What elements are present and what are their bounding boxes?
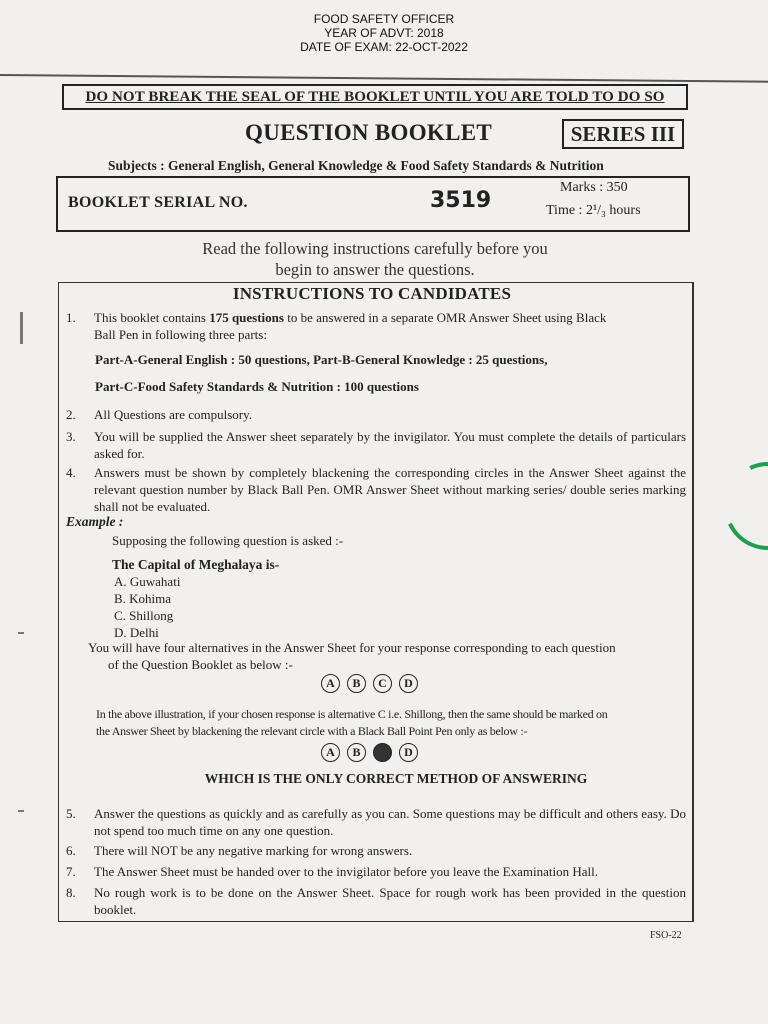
time-label: Time : 2¹/₃ hours (546, 203, 641, 218)
instructions-title: INSTRUCTIONS TO CANDIDATES (232, 284, 512, 303)
sample-option-a: A. Guwahati (114, 574, 181, 589)
header-exam-date: DATE OF EXAM: 22-OCT-2022 (300, 40, 468, 54)
bubble-c-filled (373, 743, 392, 762)
bubble-a: A (321, 743, 340, 762)
series-badge: SERIES III (562, 119, 684, 149)
part-a-b-line: Part-A-General English : 50 questions, Part-B-General Knowledge : 25 questions, (95, 352, 548, 367)
read-intro-line2: begin to answer the questions. (275, 260, 475, 279)
illustration-text (96, 706, 690, 740)
bubble-c: C (373, 674, 392, 693)
instruction-text: You will be supplied the Answer sheet separately by the invigilator. You must complete the details of particulars asked for. (94, 429, 686, 461)
instruction-text: No rough work is to be done on the Answer Sheet. Space for rough work has been provided in the question booklet. (94, 885, 686, 917)
instruction-text: Answers must be shown by completely blackening the corresponding circles in the Answer Sheet against the relevant question number by Black Ball Pen. OMR Answer Sheet without marking series/ double series marking shall not be evaluated. (94, 465, 686, 514)
illustration-line2: the Answer Sheet by blackening the relevant circle with a Black Ball Point Pen only as below :- (96, 724, 528, 738)
sample-option-b: B. Kohima (114, 591, 172, 606)
question-count: 175 questions (209, 310, 284, 325)
supposing-text: Supposing the following question is asked :- (112, 533, 344, 548)
bubble-d: D (399, 674, 418, 693)
bubble-row-marked (321, 743, 418, 762)
instruction-text: There will NOT be any negative marking for wrong answers. (94, 843, 413, 858)
instruction-number: 8. (66, 885, 76, 900)
correct-method-heading: WHICH IS THE ONLY CORRECT METHOD OF ANSWERING (204, 771, 588, 786)
margin-mark (18, 810, 24, 812)
sample-options (114, 573, 180, 641)
alternatives-line1: You will have four alternatives in the Answer Sheet for your response corresponding to each question (88, 640, 616, 655)
header-advt-year: YEAR OF ADVT: 2018 (324, 26, 444, 40)
seal-notice: DO NOT BREAK THE SEAL OF THE BOOKLET UNTIL YOU ARE TOLD TO DO SO (62, 84, 688, 110)
instruction-number: 4. (66, 465, 76, 480)
header-post: FOOD SAFETY OFFICER (313, 12, 455, 26)
instruction-text: All Questions are compulsory. (94, 407, 253, 422)
bubble-a: A (321, 674, 340, 693)
bubble-d: D (399, 743, 418, 762)
serial-label: BOOKLET SERIAL NO. (68, 194, 248, 211)
instruction-number: 5. (66, 806, 76, 821)
subjects-line: Subjects : General English, General Knowledge & Food Safety Standards & Nutrition (108, 158, 604, 173)
example-label: Example : (66, 514, 124, 529)
instruction-text (94, 309, 684, 343)
instruction-number: 1. (66, 310, 76, 325)
part-c-line: Part-C-Food Safety Standards & Nutrition : 100 questions (95, 379, 419, 394)
alternatives-line2: of the Question Booklet as below :- (108, 657, 293, 672)
sample-option-d: D. Delhi (114, 625, 159, 640)
sample-option-c: C. Shillong (114, 608, 174, 623)
instruction-text: Answer the questions as quickly and as carefully as you can. Some questions may be difficult and others easy. Do not spend too much time on any one question. (94, 806, 686, 838)
instruction-text-part: to be answered in a separate OMR Answer Sheet using Black (283, 310, 607, 325)
margin-mark (20, 312, 23, 344)
page-header (0, 12, 768, 54)
instruction-number: 2. (66, 407, 76, 422)
read-intro-line1: Read the following instructions carefully before you (202, 239, 548, 258)
alternatives-text (88, 639, 688, 673)
instruction-text: The Answer Sheet must be handed over to the invigilator before you leave the Examination Hall. (94, 864, 598, 879)
sample-question: The Capital of Meghalaya is- (112, 557, 280, 572)
serial-number: 3519 (430, 188, 492, 213)
bubble-b: B (347, 674, 366, 693)
bubble-row-blank (321, 674, 418, 693)
instruction-number: 6. (66, 843, 76, 858)
booklet-title: QUESTION BOOKLET (245, 120, 493, 145)
top-divider (0, 74, 768, 83)
serial-box (56, 176, 690, 232)
margin-mark (18, 632, 24, 634)
instruction-number: 3. (66, 429, 76, 444)
instruction-number: 7. (66, 864, 76, 879)
read-instructions-intro (140, 238, 610, 280)
marks-label: Marks : 350 (560, 180, 628, 195)
instruction-text-part: This booklet contains (94, 310, 210, 325)
footer-code: FSO-22 (650, 930, 682, 941)
bubble-b: B (347, 743, 366, 762)
stamp-graphic (712, 450, 768, 563)
illustration-line1: In the above illustration, if your chosen response is alternative C i.e. Shillong, then the same should be marked on (96, 707, 608, 721)
instruction-text-part: Ball Pen in following three parts: (94, 327, 267, 342)
